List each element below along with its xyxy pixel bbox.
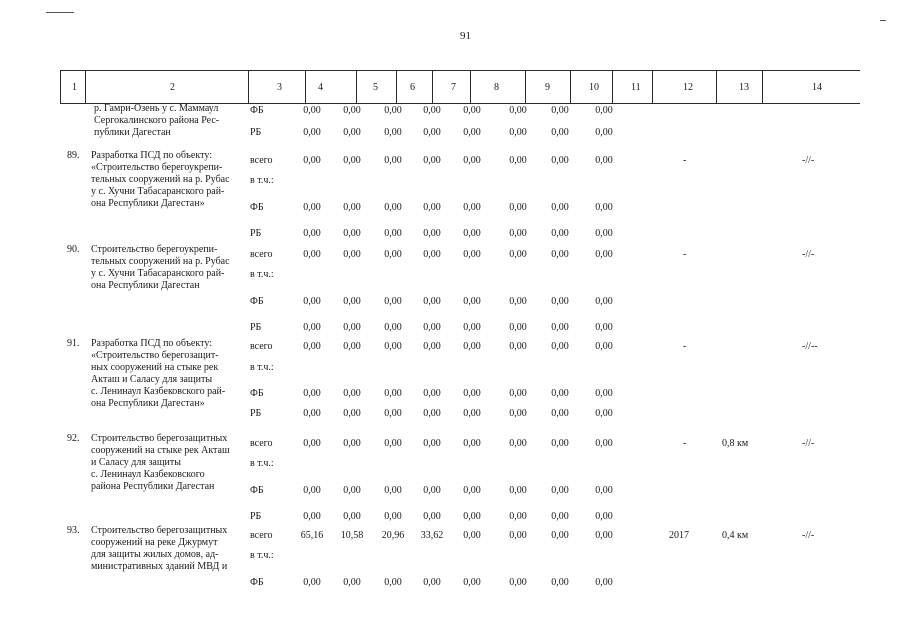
funding-type: всего — [250, 155, 273, 166]
object-description-line: она Республики Дагестан» — [91, 198, 205, 209]
amount-cell: 0,00 — [303, 202, 321, 213]
object-description-line: и Саласу для защиты — [91, 457, 181, 468]
amount-cell: 0,00 — [423, 127, 441, 138]
amount-cell: 0,00 — [384, 408, 402, 419]
funding-type: всего — [250, 249, 273, 260]
amount-cell: 0,00 — [303, 296, 321, 307]
amount-cell: 0,00 — [595, 202, 613, 213]
header-cell: 7 — [451, 82, 456, 93]
page-number: 91 — [460, 30, 471, 42]
row-number: 92. — [67, 433, 80, 444]
amount-cell: 0,00 — [463, 438, 481, 449]
funding-type: РБ — [250, 408, 262, 419]
header-cell: 8 — [494, 82, 499, 93]
amount-cell: 0,00 — [509, 127, 527, 138]
object-description-line: Акташ и Саласу для защиты — [91, 374, 213, 385]
amount-cell: 33,62 — [420, 530, 444, 541]
row-number: 90. — [67, 244, 80, 255]
amount-cell: 0,00 — [551, 228, 569, 239]
header-column-divider — [652, 70, 653, 103]
amount-cell: 0,00 — [595, 511, 613, 522]
funding-type: в т.ч.: — [250, 175, 274, 186]
amount-cell: 0,00 — [423, 485, 441, 496]
header-cell: 14 — [812, 82, 822, 93]
amount-cell: 0,00 — [463, 249, 481, 260]
header-column-divider — [396, 70, 397, 103]
object-description-line: Строительство берегоукрепи- — [91, 244, 218, 255]
funding-type: ФБ — [250, 296, 264, 307]
funding-type: в т.ч.: — [250, 550, 274, 561]
amount-cell: 0,00 — [303, 388, 321, 399]
object-description-line: она Республики Дагестан — [91, 280, 200, 291]
amount-cell: 0,00 — [509, 485, 527, 496]
amount-cell: 0,00 — [343, 127, 361, 138]
amount-cell: 0,00 — [463, 388, 481, 399]
header-column-divider — [716, 70, 717, 103]
header-column-divider — [570, 70, 571, 103]
amount-cell: 0,00 — [343, 438, 361, 449]
amount-cell: 0,00 — [384, 388, 402, 399]
amount-cell: 65,16 — [300, 530, 324, 541]
amount-cell: 0,00 — [343, 485, 361, 496]
amount-cell: 0,00 — [551, 511, 569, 522]
amount-cell: 0,00 — [463, 511, 481, 522]
amount-cell: 0,00 — [343, 105, 361, 116]
funding-type: всего — [250, 438, 273, 449]
amount-cell: 0,00 — [551, 322, 569, 333]
funding-type: ФБ — [250, 105, 264, 116]
funding-type: в т.ч.: — [250, 458, 274, 469]
amount-cell: 0,00 — [303, 485, 321, 496]
header-cell: 5 — [373, 82, 378, 93]
amount-cell: 0,00 — [463, 341, 481, 352]
amount-cell: 0,00 — [343, 202, 361, 213]
amount-cell: 0,00 — [551, 249, 569, 260]
header-top-rule — [60, 70, 860, 71]
object-description-line: тельных сооружений на р. Рубас — [91, 256, 230, 267]
header-column-divider — [356, 70, 357, 103]
amount-cell: 0,00 — [463, 485, 481, 496]
header-column-divider — [85, 70, 86, 103]
amount-cell: 0,00 — [551, 530, 569, 541]
amount-cell: 0,00 — [551, 485, 569, 496]
amount-cell: 0,00 — [423, 438, 441, 449]
object-description-line: Разработка ПСД по объекту: — [91, 338, 212, 349]
amount-cell: 0,00 — [384, 577, 402, 588]
header-cell: 12 — [683, 82, 693, 93]
funding-type: ФБ — [250, 202, 264, 213]
capacity-cell: 0,8 км — [722, 438, 749, 449]
amount-cell: 0,00 — [595, 485, 613, 496]
amount-cell: 0,00 — [343, 249, 361, 260]
year-cell: 2017 — [669, 530, 689, 541]
amount-cell: 0,00 — [463, 296, 481, 307]
amount-cell: 0,00 — [463, 155, 481, 166]
amount-cell: 0,00 — [509, 388, 527, 399]
header-column-divider — [470, 70, 471, 103]
amount-cell: 20,96 — [381, 530, 405, 541]
object-description-line: с. Ленинаул Казбековского рай- — [91, 386, 226, 397]
amount-cell: 0,00 — [384, 105, 402, 116]
object-description-line: публики Дагестан — [94, 127, 171, 138]
amount-cell: 0,00 — [423, 105, 441, 116]
amount-cell: 0,00 — [384, 155, 402, 166]
amount-cell: 0,00 — [509, 296, 527, 307]
funding-type: всего — [250, 530, 273, 541]
header-column-divider — [525, 70, 526, 103]
amount-cell: 0,00 — [509, 105, 527, 116]
amount-cell: 0,00 — [509, 155, 527, 166]
object-description-line: сооружений на реке Джурмут — [91, 537, 218, 548]
object-description-line: «Строительство берегоукрепи- — [91, 162, 223, 173]
amount-cell: 0,00 — [343, 296, 361, 307]
amount-cell: 0,00 — [303, 127, 321, 138]
amount-cell: 0,00 — [343, 388, 361, 399]
amount-cell: 0,00 — [551, 127, 569, 138]
object-description-line: Строительство берегозащитных — [91, 525, 228, 536]
row-number: 91. — [67, 338, 80, 349]
amount-cell: 10,58 — [340, 530, 364, 541]
object-description-line: у с. Хучни Табасаранского рай- — [91, 186, 225, 197]
amount-cell: 0,00 — [551, 577, 569, 588]
object-description-line: она Республики Дагестан» — [91, 398, 205, 409]
amount-cell: 0,00 — [303, 249, 321, 260]
funding-type: в т.ч.: — [250, 269, 274, 280]
amount-cell: 0,00 — [509, 530, 527, 541]
amount-cell: 0,00 — [595, 322, 613, 333]
amount-cell: 0,00 — [303, 438, 321, 449]
amount-cell: 0,00 — [595, 388, 613, 399]
object-description-line: Разработка ПСД по объекту: — [91, 150, 212, 161]
amount-cell: 0,00 — [551, 341, 569, 352]
amount-cell: 0,00 — [384, 296, 402, 307]
amount-cell: 0,00 — [595, 341, 613, 352]
funding-type: РБ — [250, 228, 262, 239]
amount-cell: 0,00 — [509, 228, 527, 239]
object-description-line: ных сооружений на стыке рек — [91, 362, 219, 373]
amount-cell: 0,00 — [551, 202, 569, 213]
amount-cell: 0,00 — [551, 408, 569, 419]
amount-cell: 0,00 — [595, 105, 613, 116]
amount-cell: 0,00 — [509, 408, 527, 419]
amount-cell: 0,00 — [423, 341, 441, 352]
amount-cell: 0,00 — [551, 296, 569, 307]
amount-cell: 0,00 — [509, 577, 527, 588]
row-number: 93. — [67, 525, 80, 536]
header-column-divider — [762, 70, 763, 103]
year-cell: - — [683, 249, 687, 260]
amount-cell: 0,00 — [509, 322, 527, 333]
amount-cell: 0,00 — [463, 202, 481, 213]
amount-cell: 0,00 — [303, 511, 321, 522]
amount-cell: 0,00 — [384, 249, 402, 260]
amount-cell: 0,00 — [343, 341, 361, 352]
amount-cell: 0,00 — [509, 341, 527, 352]
amount-cell: 0,00 — [463, 577, 481, 588]
year-cell: - — [683, 155, 687, 166]
amount-cell: 0,00 — [463, 322, 481, 333]
object-description-line: Строительство берегозащитных — [91, 433, 228, 444]
object-description-line: «Строительство берегозащит- — [91, 350, 219, 361]
header-column-divider — [248, 70, 249, 103]
amount-cell: 0,00 — [303, 408, 321, 419]
amount-cell: 0,00 — [423, 155, 441, 166]
amount-cell: 0,00 — [595, 296, 613, 307]
funding-type: в т.ч.: — [250, 362, 274, 373]
amount-cell: 0,00 — [423, 228, 441, 239]
funding-type: РБ — [250, 511, 262, 522]
scan-mark — [880, 20, 886, 21]
header-column-divider — [612, 70, 613, 103]
funding-type: ФБ — [250, 485, 264, 496]
amount-cell: 0,00 — [384, 511, 402, 522]
amount-cell: 0,00 — [384, 341, 402, 352]
amount-cell: 0,00 — [509, 249, 527, 260]
amount-cell: 0,00 — [303, 341, 321, 352]
object-description-line: у с. Хучни Табасаранского рай- — [91, 268, 225, 279]
amount-cell: 0,00 — [343, 511, 361, 522]
amount-cell: 0,00 — [509, 438, 527, 449]
amount-cell: 0,00 — [343, 228, 361, 239]
funding-type: ФБ — [250, 388, 264, 399]
funding-type: РБ — [250, 127, 262, 138]
header-cell: 13 — [739, 82, 749, 93]
header-cell: 10 — [589, 82, 599, 93]
amount-cell: 0,00 — [384, 127, 402, 138]
header-cell: 11 — [631, 82, 641, 93]
header-cell: 3 — [277, 82, 282, 93]
amount-cell: 0,00 — [509, 202, 527, 213]
header-cell: 9 — [545, 82, 550, 93]
funding-type: ФБ — [250, 577, 264, 588]
amount-cell: 0,00 — [384, 202, 402, 213]
amount-cell: 0,00 — [423, 202, 441, 213]
header-cell: 2 — [170, 82, 175, 93]
amount-cell: 0,00 — [595, 155, 613, 166]
funding-type: всего — [250, 341, 273, 352]
header-column-divider — [305, 70, 306, 103]
amount-cell: 0,00 — [595, 438, 613, 449]
amount-cell: 0,00 — [384, 438, 402, 449]
funding-type: РБ — [250, 322, 262, 333]
object-description-line: сооружений на стыке рек Акташ — [91, 445, 230, 456]
amount-cell: 0,00 — [303, 155, 321, 166]
header-column-divider — [432, 70, 433, 103]
amount-cell: 0,00 — [423, 577, 441, 588]
amount-cell: 0,00 — [303, 105, 321, 116]
amount-cell: 0,00 — [595, 530, 613, 541]
amount-cell: 0,00 — [595, 127, 613, 138]
amount-cell: 0,00 — [595, 408, 613, 419]
amount-cell: 0,00 — [423, 249, 441, 260]
amount-cell: 0,00 — [423, 408, 441, 419]
amount-cell: 0,00 — [551, 438, 569, 449]
amount-cell: 0,00 — [343, 155, 361, 166]
amount-cell: 0,00 — [384, 228, 402, 239]
header-column-divider — [60, 70, 61, 103]
header-cell: 4 — [318, 82, 323, 93]
amount-cell: 0,00 — [303, 228, 321, 239]
year-cell: - — [683, 438, 687, 449]
object-description-line: р. Гамри-Озень у с. Маммаул — [94, 103, 219, 114]
header-cell: 1 — [72, 82, 77, 93]
amount-cell: 0,00 — [463, 228, 481, 239]
capacity-cell: 0,4 км — [722, 530, 749, 541]
object-description-line: Сергокалинского района Рес- — [94, 115, 220, 126]
amount-cell: 0,00 — [343, 577, 361, 588]
amount-cell: 0,00 — [303, 577, 321, 588]
note-cell: -//-- — [802, 341, 818, 352]
amount-cell: 0,00 — [423, 322, 441, 333]
amount-cell: 0,00 — [423, 511, 441, 522]
object-description-line: министративных зданий МВД и — [91, 561, 228, 572]
object-description-line: для защиты жилых домов, ад- — [91, 549, 219, 560]
amount-cell: 0,00 — [551, 155, 569, 166]
amount-cell: 0,00 — [463, 530, 481, 541]
amount-cell: 0,00 — [384, 322, 402, 333]
note-cell: -//- — [802, 249, 815, 260]
amount-cell: 0,00 — [595, 249, 613, 260]
year-cell: - — [683, 341, 687, 352]
amount-cell: 0,00 — [384, 485, 402, 496]
amount-cell: 0,00 — [423, 388, 441, 399]
object-description-line: тельных сооружений на р. Рубас — [91, 174, 230, 185]
amount-cell: 0,00 — [551, 388, 569, 399]
amount-cell: 0,00 — [463, 105, 481, 116]
amount-cell: 0,00 — [423, 296, 441, 307]
object-description-line: с. Ленинаул Казбековского — [91, 469, 205, 480]
note-cell: -//- — [802, 438, 815, 449]
object-description-line: района Республики Дагестан — [91, 481, 215, 492]
amount-cell: 0,00 — [463, 127, 481, 138]
amount-cell: 0,00 — [343, 408, 361, 419]
amount-cell: 0,00 — [551, 105, 569, 116]
amount-cell: 0,00 — [509, 511, 527, 522]
amount-cell: 0,00 — [595, 577, 613, 588]
amount-cell: 0,00 — [595, 228, 613, 239]
scan-mark — [46, 12, 74, 13]
amount-cell: 0,00 — [303, 322, 321, 333]
row-number: 89. — [67, 150, 80, 161]
note-cell: -//- — [802, 530, 815, 541]
amount-cell: 0,00 — [463, 408, 481, 419]
amount-cell: 0,00 — [343, 322, 361, 333]
note-cell: -//- — [802, 155, 815, 166]
header-cell: 6 — [410, 82, 415, 93]
